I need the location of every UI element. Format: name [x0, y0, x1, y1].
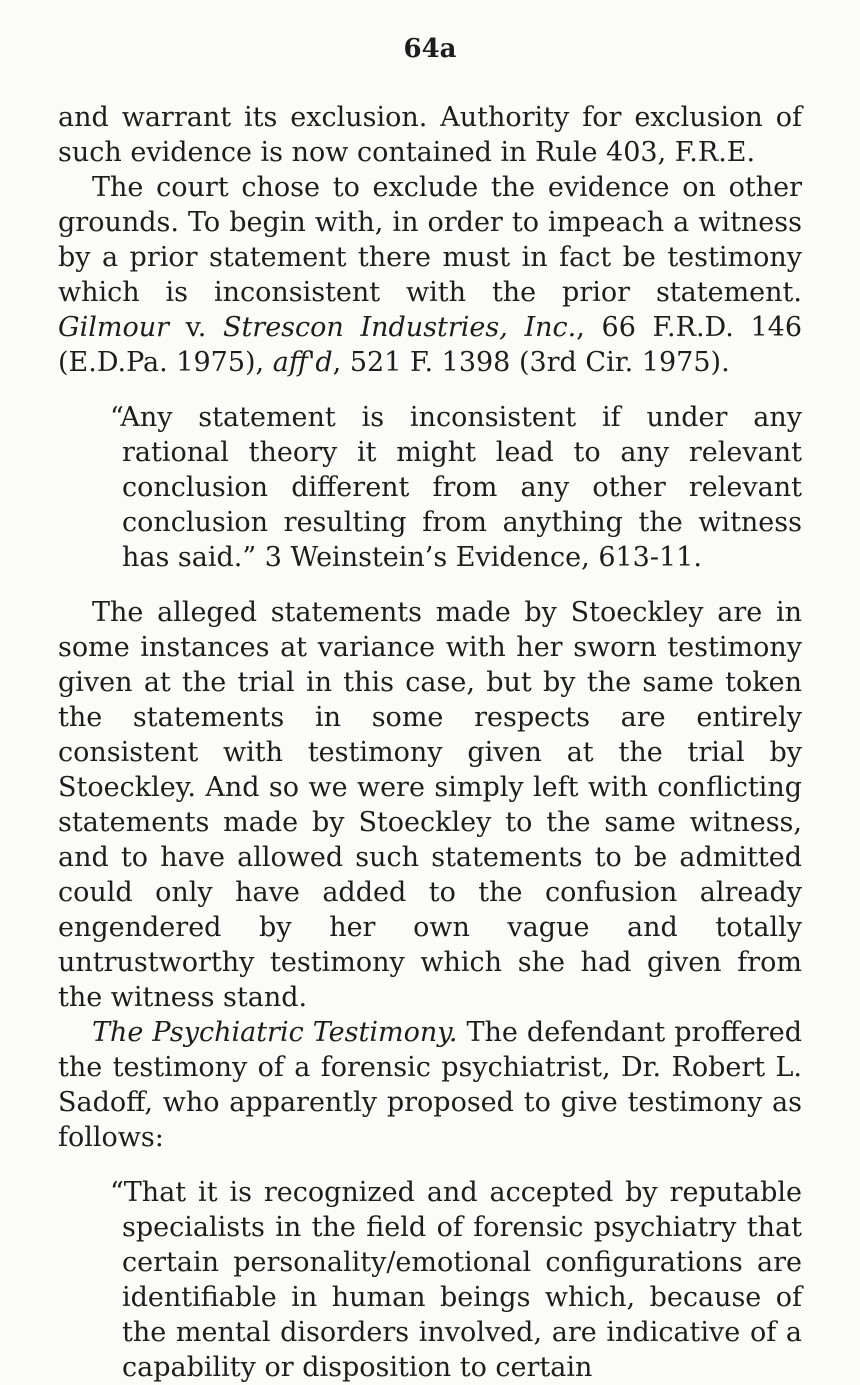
section-heading: The Psychiatric Testimony.	[92, 1017, 458, 1048]
case-citation: , 66 F.R.D. 146 (E.D.Pa. 1975),	[58, 312, 803, 378]
paragraph-psychiatric-testimony	[58, 1015, 802, 1155]
case-party: Strescon Industries, Inc.	[222, 312, 577, 343]
paragraph-exclusion-grounds	[58, 170, 802, 380]
case-name: Gilmour	[58, 312, 169, 343]
paragraph-text: The defendant proffered the testimony of a forensic psychiatrist, Dr. Robert L. Sadoff, who apparently proposed to give testimony as follows:	[58, 1017, 802, 1153]
paragraph-continuation: and warrant its exclusion. Authority for exclusion of such evidence is now contained in Rule 403, F.R.E.	[58, 102, 802, 168]
page-body	[58, 100, 802, 1385]
case-affirmed: aff'd	[272, 347, 333, 378]
page-number: 64a	[403, 34, 457, 64]
block-quote-sadoff: “That it is recognized and accepted by reputable specialists in the field of forensic psychiatry that certain personality/emotional configurations are identifiable in human beings which, because of the mental disorders involved, are indicative of a capability or disposition to certain	[110, 1177, 802, 1383]
case-citation-tail: , 521 F. 1398 (3rd Cir. 1975).	[332, 347, 730, 378]
paragraph-text: The court chose to exclude the evidence on other grounds. To begin with, in order to impeach a witness by a prior statement there must in fact be testimony which is inconsistent with the prior statement.	[58, 172, 802, 308]
paragraph-stoeckley-statements: The alleged statements made by Stoeckley are in some instances at variance with her sworn testimony given at the trial in this case, but by the same token the statements in some respects are entirely consistent with testimony given at the trial by Stoeckley. And so we were simply left with conflicting statements made by Stoeckley to the same witness, and to have allowed such statements to be admitted could only have added to the confusion already engendered by her own vague and totally untrustworthy testimony which she had given from the witness stand.	[58, 597, 802, 1013]
block-quote-weinstein: “Any statement is inconsistent if under any rational theory it might lead to any relevant conclusion different from any other relevant conclusion resulting from anything the witness has said.” 3 Weinstein’s Evidence, 613-11.	[110, 402, 802, 573]
case-versus: v.	[169, 312, 223, 343]
